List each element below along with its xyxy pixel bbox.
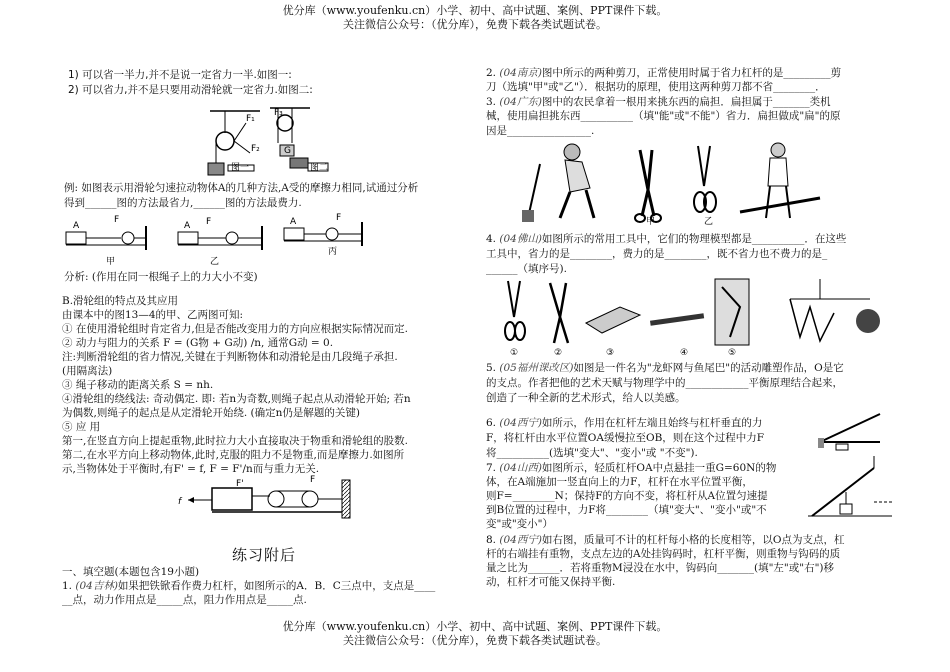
q4-line-1: 4. (04佛山)如图所示的常用工具中，它们的物理模型都是__________．在这些 <box>486 233 847 245</box>
block-a <box>66 232 86 244</box>
block-a <box>284 228 304 240</box>
q5-line-3: 创造了一种全新的艺术形式，给人以美感。 <box>486 392 686 404</box>
b-line-10: 第一,在竖直方向上提起重物,此时拉力大小直接取决于物重和滑轮组的股数. <box>62 435 409 447</box>
q6-source: (04西宁) <box>499 417 542 429</box>
label-f: F <box>114 215 120 225</box>
q4-line-3: ______（填序号). <box>486 263 567 275</box>
pulley-wheel <box>302 491 318 507</box>
q6-line-3: 将__________(选填"变大"、"变小"或 "不变"). <box>486 447 698 459</box>
q4-text-a: 如图所示的常用工具中，它们的物理模型都是__________．在这些 <box>541 233 847 245</box>
q2-line-1: 2. (04南京)图中所示的两种剪刀，正常使用时属于省力杠杆的是_________剪 <box>486 67 842 79</box>
analysis-text: 分析: (作用在同一根绳子上的力大小不变) <box>64 271 258 283</box>
arrow-head <box>188 497 194 503</box>
tool-2-num: ② <box>554 348 563 358</box>
b-line-4: 注:判断滑轮组的省力情况,关键在于判断物体和动滑轮是由几段绳子承担. <box>62 351 398 363</box>
f3-label: F₃ <box>274 108 283 118</box>
pulley-figures <box>200 103 330 183</box>
tool-5-image <box>715 279 749 345</box>
q5-line-1: 5. (05福州课改区)如图是一件名为"龙虾网与鱼尾巴"的活动雕塑作品，O是它 <box>486 362 844 374</box>
label-jia: 甲 <box>106 257 116 267</box>
pulley-wheel <box>326 228 338 240</box>
q1-text-a: 如果把铁锨看作费力杠杆，如图所示的A．B．C三点中，支点是____ <box>117 580 436 592</box>
q8-line-3: 量之比为______．若将重物M浸没在水中，钩码向_______(填"左"或"右")移 <box>486 562 835 574</box>
object-block <box>212 488 252 510</box>
q8-line-4: 动，杠杆才可能又保持平衡. <box>486 576 616 588</box>
q1-line-1: 1. (04吉林)如果把铁锨看作费力杠杆，如图所示的A．B．C三点中，支点是____ <box>62 580 436 592</box>
pulley-wheel <box>268 491 284 507</box>
q8-line-2: 杆的右端挂有重物，支点左边的A处挂钩码时，杠杆平衡，则重物与钩码的质 <box>486 548 841 560</box>
exercise-title: 练习附后 <box>232 546 297 564</box>
q8-source: (04西宁) <box>499 534 542 546</box>
pulley-wheel <box>122 232 134 244</box>
q5-text-a: 如图是一件名为"龙虾网与鱼尾巴"的活动雕塑作品，O是它 <box>573 362 844 374</box>
fig1-label: 图一 <box>231 163 250 173</box>
footer-line-2: 关注微信公众号：（优分库），免费下载各类试题试卷。 <box>343 634 607 647</box>
b-line-12: 示,当物体处于平衡时,有F' = f, F = F'/n而与重力无关. <box>62 463 320 475</box>
q2-q3-illustrations <box>520 140 840 227</box>
q3-text-a: 图中的农民拿着一根用来挑东西的扁担．扁担属于_______类机 <box>541 96 831 108</box>
tool-1-scissors <box>505 281 525 340</box>
f1-label: F₁ <box>246 114 255 124</box>
label-a: A <box>290 217 297 227</box>
q6-text-a: 如所示，作用在杠杆左端且始终与杠杆垂直的力 <box>541 417 763 429</box>
g-label: G <box>284 146 291 156</box>
shovel-worker-image <box>522 144 594 222</box>
left-point-2: 2) 可以省力,并不是只要用动滑轮就一定省力.如图二: <box>68 84 313 96</box>
b-line-6: ③ 绳子移动的距离关系 S = nh. <box>62 379 214 391</box>
q2-line-2: 刀（选填"甲"或"乙"）．根据功的原理，使用这两种剪刀都不省________． <box>486 81 826 93</box>
q3-source: (04广东) <box>499 96 542 108</box>
b-line-8: 为偶数,则绳子的起点是从定滑轮开始绕. (确定n仍是解题的关键) <box>62 407 360 419</box>
tool-3-num: ③ <box>606 348 615 358</box>
horizontal-pulley-figures <box>66 208 366 266</box>
scissors-yi-image <box>694 146 716 212</box>
q1-line-2: __点，动力作用点是_____点，阻力作用点是_____点. <box>62 594 307 606</box>
q6-line-2: F，将杠杆由水平位置OA缓慢拉至OB，则在这个过程中力F <box>486 432 765 444</box>
label-fprime: F' <box>236 479 244 489</box>
carrying-pole-man-image <box>740 143 820 218</box>
q3-line-2: 械，使用扁担挑东西__________（填"能"或"不能"）省力．扁担做成"扁"的原 <box>486 110 841 122</box>
block-a <box>178 232 198 244</box>
lobster-net-sculpture-image <box>790 279 880 341</box>
q4-line-2: 工具中，省力的是________，费力的是________，既不省力也不费力的是_ <box>486 248 828 260</box>
weight-block <box>208 163 224 175</box>
q7-source: (04山西) <box>499 462 542 474</box>
q7-line-5: 变"或"变小"） <box>486 518 553 530</box>
header-line-2: 关注微信公众号：（优分库），免费下载各类试题试卷。 <box>343 18 607 31</box>
label-yi: 乙 <box>704 217 714 227</box>
b-line-5: (用隔离法) <box>62 365 113 377</box>
tool-4-num: ④ <box>680 348 689 358</box>
label-a: A <box>184 221 191 231</box>
q3-line-1: 3. (04广东)图中的农民拿着一根用来挑东西的扁担．扁担属于_______类机 <box>486 96 831 108</box>
label-f: F <box>336 213 342 223</box>
q7-line-4: 到B位置的过程中，力F将________（填"变大"、"变小"或"不 <box>486 504 767 516</box>
q7-line-1: 7. (04山西)如图所示，轻质杠杆OA中点悬挂一重G=60N的物 <box>486 462 777 474</box>
b-line-3: ② 动力与阻力的关系 F = (G物 + G动) /n, 通常G动 = 0. <box>62 337 334 349</box>
q3-line-3: 因是________________. <box>486 125 595 137</box>
q7-line-2: 体，在A端施加一竖直向上的力F，杠杆在水平位置平衡， <box>486 476 753 488</box>
q5-line-2: 的支点。作者把他的艺术天赋与物理学中的____________平衡原理结合起来， <box>486 377 843 389</box>
q1-source: (04吉林) <box>75 580 118 592</box>
q7-lever-figure <box>802 454 898 528</box>
q4-source: (04佛山) <box>499 233 542 245</box>
tool-1-num: ① <box>510 348 519 358</box>
section-1-title: 一、填空题(本题包含19小题) <box>62 566 200 578</box>
pulley-wheel <box>226 232 238 244</box>
b-line-7: ④滑轮组的绕线法: 奇动偶定. 即: 若n为奇数,则绳子起点从动滑轮开始; 若n <box>62 393 411 405</box>
tool-3-cutter <box>586 307 640 333</box>
q7-text-a: 如图所示，轻质杠杆OA中点悬挂一重G=60N的物 <box>541 462 777 474</box>
rope <box>234 141 250 153</box>
b-line-11: 第二,在水平方向上移动物体,此时,克服的阻力不是物重,而是摩擦力.如图所 <box>62 449 405 461</box>
weight-block <box>290 158 308 168</box>
pulley-wheel <box>216 132 234 150</box>
footer-line-1: 优分库（www.youfenku.cn）小学、初中、高中试题、案例、PPT课件下载。 <box>282 620 668 633</box>
section-b-title: B.滑轮组的特点及其应用 <box>62 295 179 307</box>
label-a: A <box>73 221 80 231</box>
q2-source: (04南京) <box>499 67 542 79</box>
label-yi: 乙 <box>210 257 220 267</box>
example-line-2: 得到______图的方法最省力,______图的方法最费力. <box>64 197 302 209</box>
rope <box>234 123 246 141</box>
scissors-jia-image <box>635 150 661 222</box>
label-jia: 甲 <box>646 217 656 227</box>
pulley-group-figure <box>160 474 360 526</box>
fig2-label: 图二 <box>310 163 329 173</box>
tool-2-pliers <box>550 283 568 343</box>
wall <box>342 480 350 518</box>
left-point-1: 1) 可以省一半力,并不是说一定省力一半.如图一: <box>68 69 292 81</box>
q6-line-1: 6. (04西宁)如所示，作用在杠杆左端且始终与杠杆垂直的力 <box>486 417 763 429</box>
label-f-lower: f <box>178 497 182 507</box>
header-line-1: 优分库（www.youfenku.cn）小学、初中、高中试题、案例、PPT课件下载。 <box>282 4 668 17</box>
f2-label: F₂ <box>251 144 260 154</box>
tool-4-bar <box>650 313 704 325</box>
label-F: F <box>310 475 316 485</box>
label-bing: 丙 <box>328 247 338 257</box>
q8-line-1: 8. (04西宁)如右图，质量可不计的杠杆每小格的长度相等，以O点为支点，杠 <box>486 534 845 546</box>
b-line-2: ① 在使用滑轮组时肯定省力,但是否能改变用力的方向应根据实际情况而定. <box>62 323 409 335</box>
q4-tools-images <box>490 277 900 359</box>
q5-source: (05福州课改区) <box>499 362 574 374</box>
b-line-1: 由课本中的图13—4的甲、乙两图可知: <box>62 309 244 321</box>
b-line-9: ⑤ 应 用 <box>62 421 101 433</box>
q7-line-3: 则F=________N；保持F的方向不变，将杠杆从A位置匀速提 <box>486 490 768 502</box>
q6-lever-figure <box>810 402 890 452</box>
label-f: F <box>206 217 212 227</box>
example-line-1: 例: 如图表示用滑轮匀速拉动物体A的几种方法,A受的摩擦力相同,试通过分析 <box>64 182 419 194</box>
q2-text-a: 图中所示的两种剪刀，正常使用时属于省力杠杆的是_________剪 <box>541 67 842 79</box>
tool-5-num: ⑤ <box>728 348 737 358</box>
q8-text-a: 如右图，质量可不计的杠杆每小格的长度相等，以O点为支点，杠 <box>541 534 845 546</box>
